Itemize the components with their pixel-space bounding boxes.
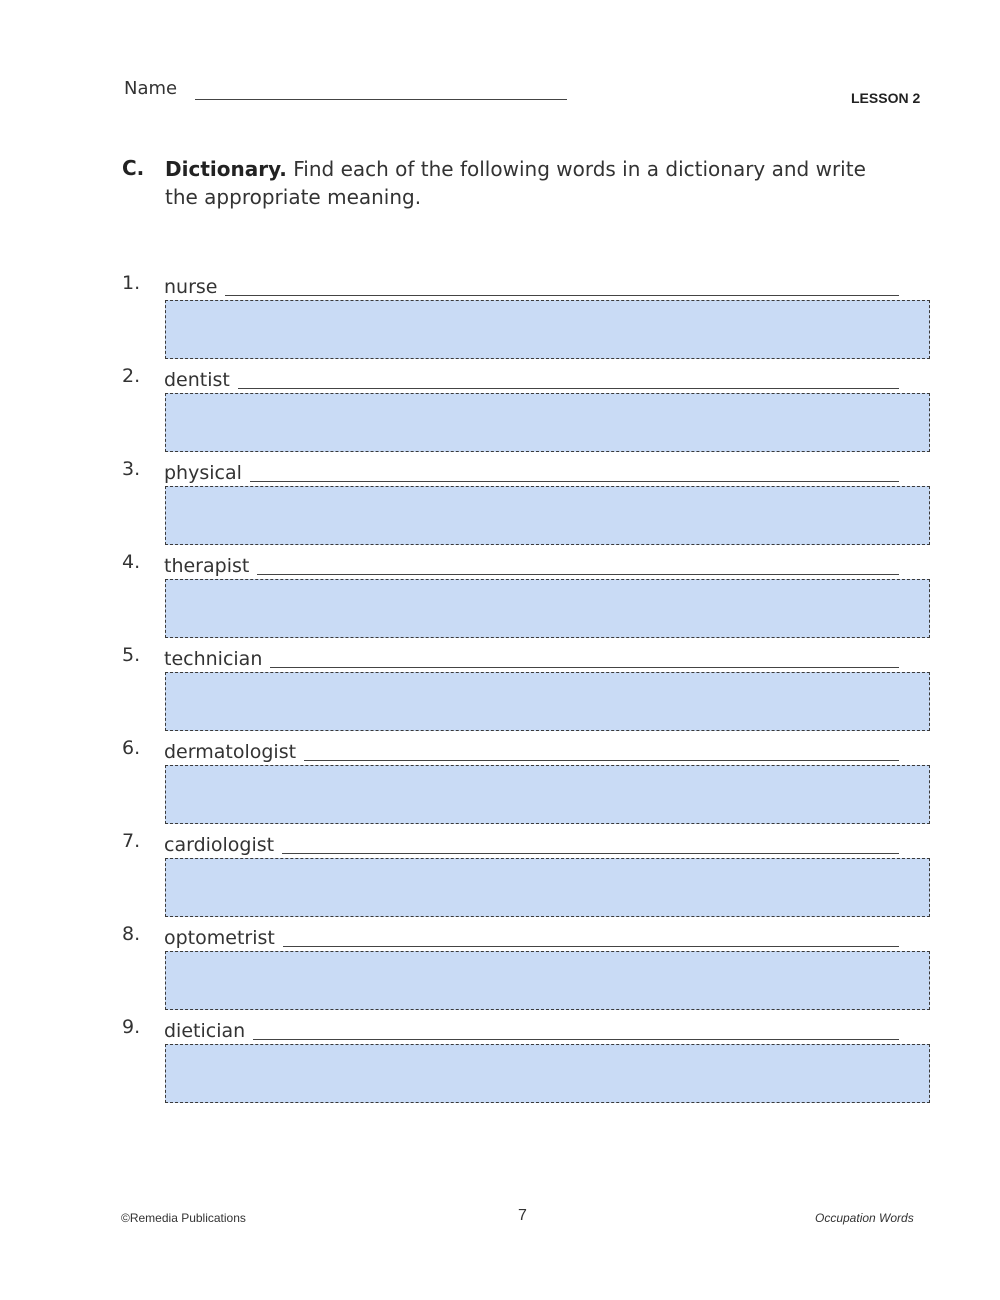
answer-field-technician[interactable]: [165, 672, 930, 731]
item-number: 1.: [122, 272, 141, 294]
answer-field-cardiologist[interactable]: [165, 858, 930, 917]
list-item: [0, 365, 1000, 458]
item-number: 2.: [122, 365, 141, 387]
item-underline: [238, 388, 899, 389]
item-word: dentist: [164, 369, 230, 391]
item-number: 4.: [122, 551, 141, 573]
list-item: [0, 551, 1000, 644]
item-number: 3.: [122, 458, 141, 480]
section-letter: C.: [122, 156, 145, 180]
answer-field-physical[interactable]: [165, 486, 930, 545]
item-underline: [225, 295, 899, 296]
footer-book-title: Occupation Words: [815, 1211, 914, 1225]
item-underline: [253, 1039, 899, 1040]
item-number: 9.: [122, 1016, 141, 1038]
footer-publisher: ©Remedia Publications: [121, 1211, 246, 1225]
item-underline: [270, 667, 899, 668]
item-number: 8.: [122, 923, 141, 945]
item-underline: [283, 946, 899, 947]
item-number: 5.: [122, 644, 141, 666]
footer-page-number: 7: [518, 1207, 527, 1224]
list-item: [0, 737, 1000, 830]
item-underline: [257, 574, 899, 575]
name-label: Name: [124, 78, 178, 99]
list-item: [0, 644, 1000, 737]
section-instructions: [165, 155, 905, 211]
section-heading: Dictionary.: [165, 157, 287, 181]
name-line: [195, 99, 567, 100]
list-item: [0, 923, 1000, 1016]
item-word: physical: [164, 462, 242, 484]
item-word: cardiologist: [164, 834, 275, 856]
list-item: [0, 458, 1000, 551]
item-underline: [304, 760, 899, 761]
item-word: therapist: [164, 555, 250, 577]
section-instructions-text: Find each of the following words in a dictionary and write the appropriate meaning.: [165, 157, 866, 209]
item-word: dietician: [164, 1020, 246, 1042]
answer-field-dermatologist[interactable]: [165, 765, 930, 824]
item-word: nurse: [164, 276, 218, 298]
item-word: technician: [164, 648, 263, 670]
item-underline: [282, 853, 899, 854]
answer-field-dentist[interactable]: [165, 393, 930, 452]
answer-field-therapist[interactable]: [165, 579, 930, 638]
item-word: dermatologist: [164, 741, 297, 763]
item-number: 6.: [122, 737, 141, 759]
list-item: [0, 1016, 1000, 1109]
answer-field-optometrist[interactable]: [165, 951, 930, 1010]
item-word: optometrist: [164, 927, 275, 949]
item-number: 7.: [122, 830, 141, 852]
list-item: [0, 272, 1000, 365]
lesson-label: LESSON 2: [851, 90, 921, 106]
answer-field-nurse[interactable]: [165, 300, 930, 359]
answer-field-dietician[interactable]: [165, 1044, 930, 1103]
list-item: [0, 830, 1000, 923]
item-underline: [250, 481, 899, 482]
